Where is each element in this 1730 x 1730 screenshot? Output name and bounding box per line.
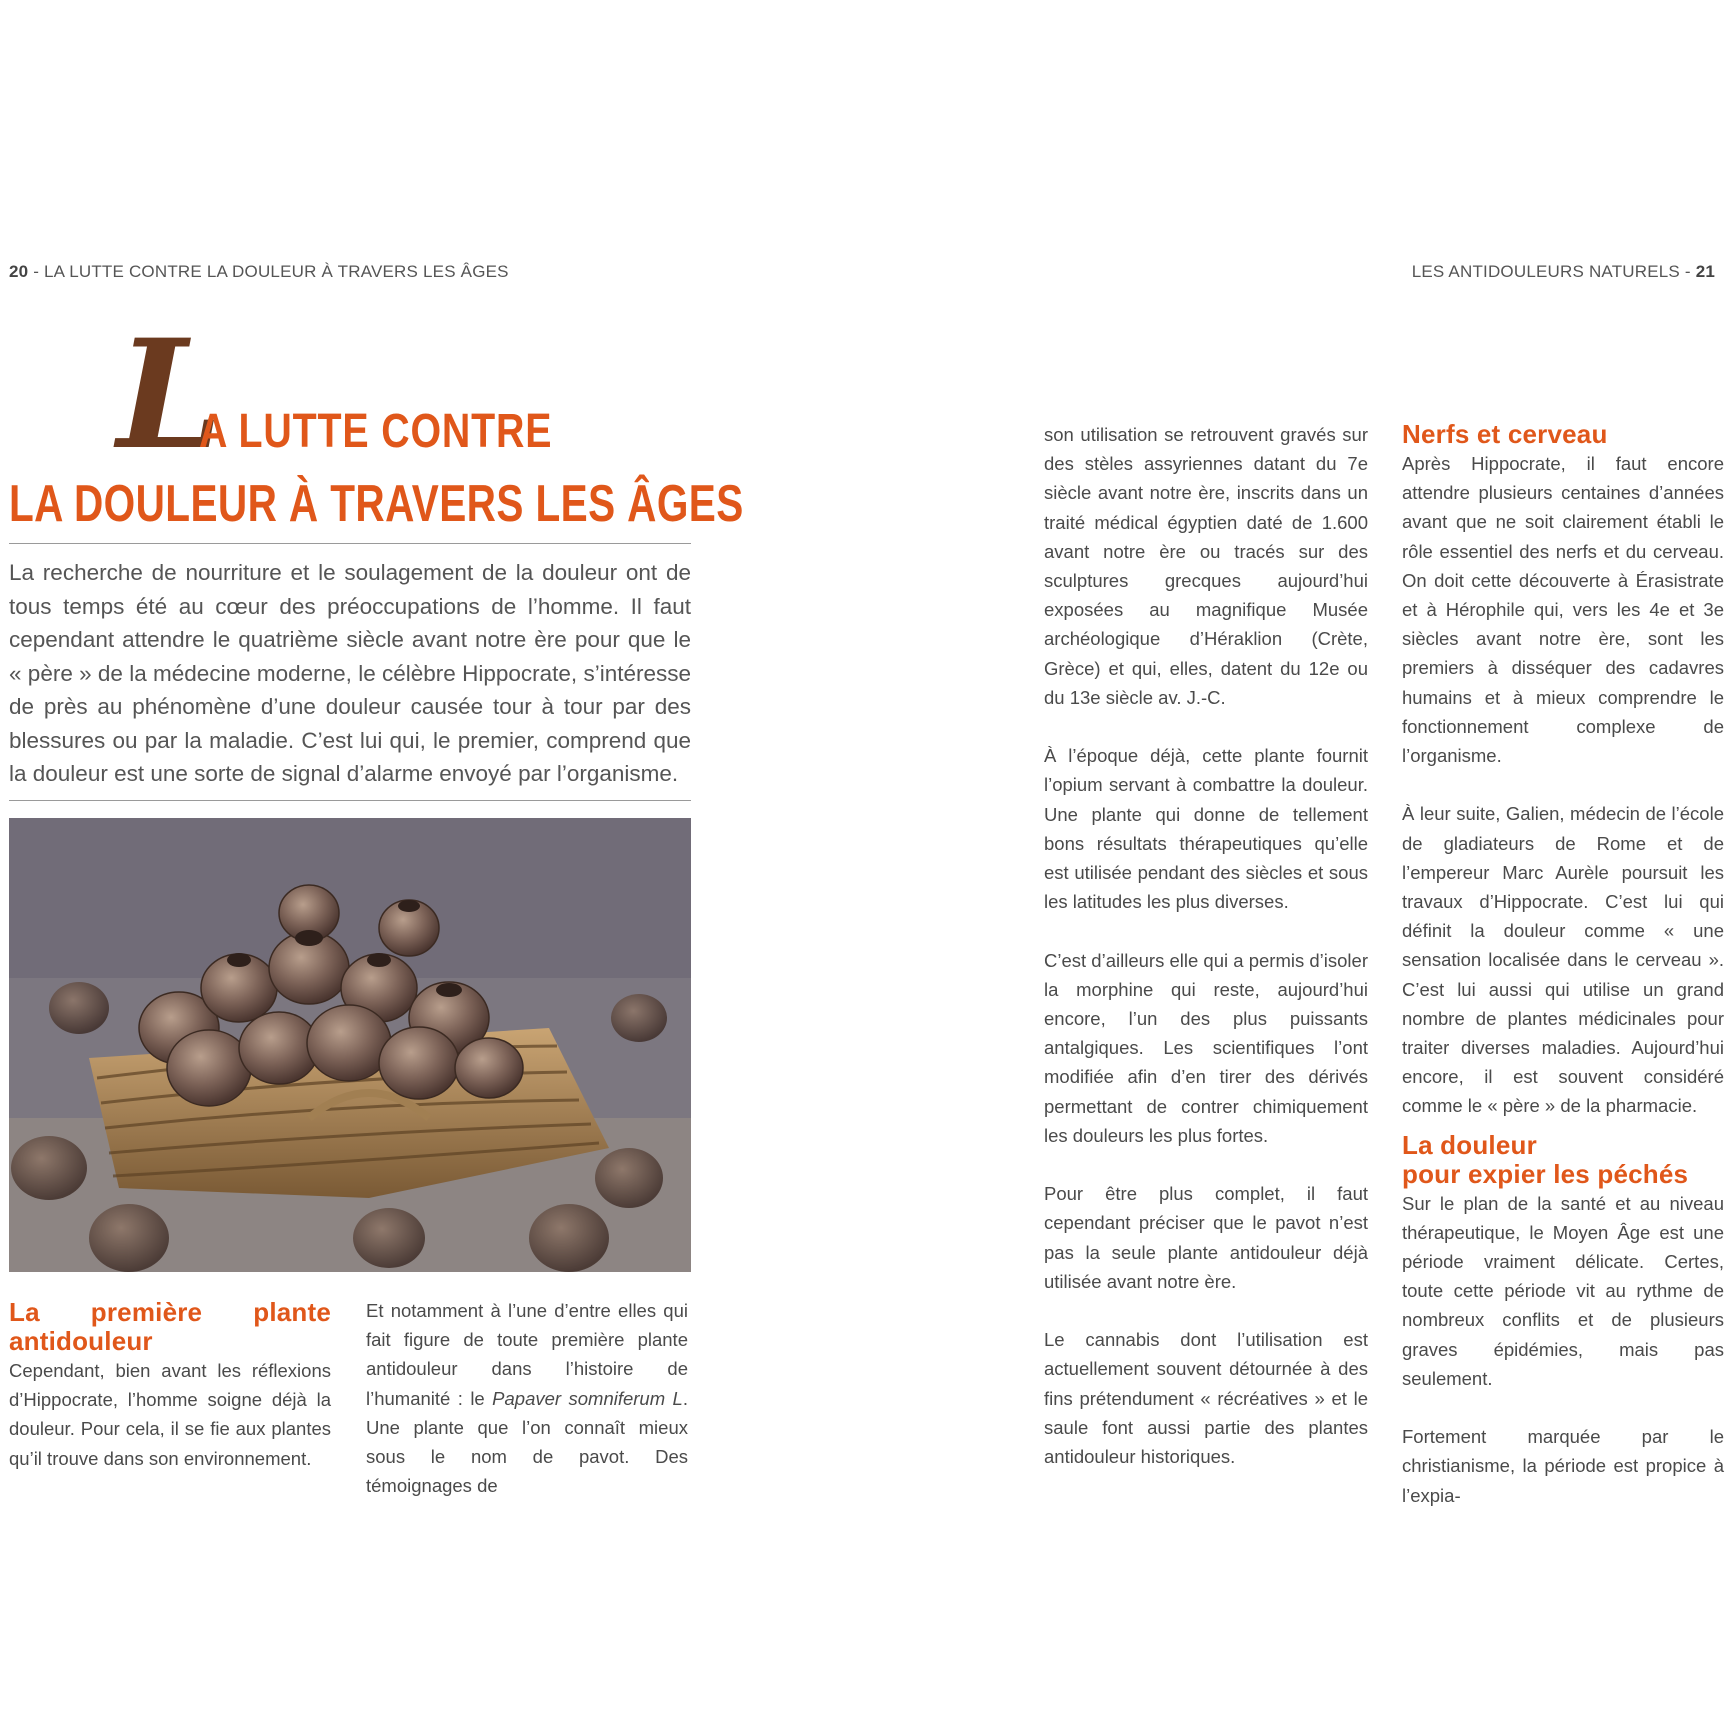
paragraph-premiere-plante: Cependant, bien avant les réflexions d’Hippocrate, l’homme soigne déjà la douleur. Pour cela, il se fie aux plantes qu’il trouve dans son environnement. bbox=[9, 1360, 331, 1469]
paragraph-moyen-age: Sur le plan de la santé et au niveau thérapeutique, le Moyen Âge est une période vraiment délicate. Certes, toute cette période vit au rythme de nombreux conflits et de plusieurs graves épidémies, mais pas seulement. bbox=[1402, 1192, 1724, 1389]
chapter-title-dropcap: L bbox=[117, 307, 223, 483]
paragraph-morphine: C’est d’ailleurs elle qui a permis d’isoler la morphine qui reste, aujourd’hui encore, l’un des plus puissants antalgiques. Les scientifiques l’ont modifiée afin d’en tirer des dérivés permettant de contrer chimiquement les douleurs les plus fortes. bbox=[1044, 949, 1368, 1146]
paragraph-temoignages: son utilisation se retrouvent gravés sur des stèles assyriennes datant du 7e siècle avant notre ère, inscrits dans un traité médical égyptien daté de 1.600 avant notre ère ou tracés sur des sculptures grecques aujourd’hui exposées au magnifique Musée archéologique d’Héraklion (Crète, Grèce) et qui, elles, datent du 12e ou du 13e siècle av. J.-C. bbox=[1044, 424, 1368, 708]
page-number-right: 21 bbox=[1695, 262, 1715, 281]
section-heading-nerfs-cerveau: Nerfs et cerveau bbox=[1402, 419, 1608, 449]
paragraph-cannabis-saule: Le cannabis dont l’utilisation est actuellement souvent détournée à des fins prétendument « récréatives » et le saule font aussi partie des plantes antidouleur historiques. bbox=[1044, 1329, 1368, 1468]
section-heading-douleur-peches-line1: La douleur bbox=[1402, 1129, 1537, 1160]
chapter-title-line1 bbox=[9, 307, 691, 483]
column-3 bbox=[1044, 420, 1368, 1471]
paragraph-nerfs-cerveau: Après Hippocrate, il faut encore attendre plusieurs centaines d’années avant que ne soit clairement établi le rôle essentiel des nerfs et du cerveau. On doit cette découverte à Érasistrate et à Hérophile qui, vers les 4e et 3e siècles avant notre ère, sont les premiers à disséquer des cadavres humains et à mieux comprendre le fonctionnement complexe de l’organisme. bbox=[1402, 453, 1724, 767]
column-2 bbox=[366, 1296, 688, 1500]
column-4 bbox=[1402, 420, 1724, 1510]
section-heading-premiere-plante: La première plante antidouleur bbox=[9, 1297, 331, 1356]
section-heading-douleur-peches-line2: pour expier les péchés bbox=[1402, 1158, 1689, 1189]
chapter-title-line2: LA DOULEUR À TRAVERS LES ÂGES bbox=[9, 475, 744, 533]
chapter-title bbox=[9, 307, 744, 533]
running-title-left: - LA LUTTE CONTRE LA DOULEUR À TRAVERS LES ÂGES bbox=[28, 262, 509, 281]
paragraph-galien: À leur suite, Galien, médecin de l’école de gladiateurs de Rome et de l’empereur Marc Aurèle poursuit les travaux d’Hippocrate. C’est lui qui définit la douleur comme « une sensation localisée dans le cerveau ». C’est lui aussi qui utilise un grand nombre de plantes médicinales pour traiter diverses maladies. Aujourd’hui encore, il est souvent considéré comme le « père » de la pharmacie. bbox=[1402, 803, 1724, 1117]
paragraph-opium: À l’époque déjà, cette plante fournit l’opium servant à combattre la douleur. Une plante qui donne de tellement bons résultats thérapeutiques qu’elle est utilisée pendant des siècles et sous les latitudes les plus diverses. bbox=[1044, 745, 1368, 913]
paragraph-papaver-end: . Une plante que l’on connaît mieux sous le nom de pavot. Des témoignages de bbox=[366, 1387, 688, 1497]
chapter-title-line1-text: A LUTTE CONTRE bbox=[199, 405, 553, 458]
intro-paragraph: La recherche de nourriture et le soulagement de la douleur ont de tous temps été au cœur des préoccupations de l’homme. Il faut cependant attendre le quatrième siècle avant notre ère pour que le « père » de la médecine moderne, le célèbre Hippocrate, s’intéresse de près au phénomène d’une douleur causée tour à tour par des blessures ou par la maladie. C’est lui qui, le premier, comprend que la douleur est une sorte de signal d’alarme envoyé par l’organisme. bbox=[9, 560, 691, 786]
divider-bottom bbox=[9, 800, 691, 801]
column-1 bbox=[9, 1298, 331, 1473]
divider-top bbox=[9, 543, 691, 544]
paragraph-autres-plantes: Pour être plus complet, il faut cependant préciser que le pavot n’est pas la seule plante antidouleur déjà utilisée avant notre ère. bbox=[1044, 1183, 1368, 1292]
papaver-species-name: Papaver somniferum L bbox=[492, 1387, 683, 1409]
paragraph-christianisme: Fortement marquée par le christianisme, la période est propice à l’expia- bbox=[1402, 1426, 1724, 1506]
section-heading-douleur-peches bbox=[1402, 1131, 1724, 1189]
running-head-left bbox=[9, 262, 509, 282]
poppy-pods-photo bbox=[9, 818, 691, 1272]
paragraph-papaver bbox=[366, 1296, 688, 1500]
page-number-left: 20 bbox=[9, 262, 29, 281]
paragraph-papaver-start: Et notamment à l’une d’entre elles qui fait figure de toute première plante antidouleur dans l’histoire de l’humanité : le bbox=[366, 1300, 688, 1409]
running-head-right bbox=[1412, 262, 1715, 282]
running-title-right: LES ANTIDOULEURS NATURELS - bbox=[1411, 262, 1696, 281]
